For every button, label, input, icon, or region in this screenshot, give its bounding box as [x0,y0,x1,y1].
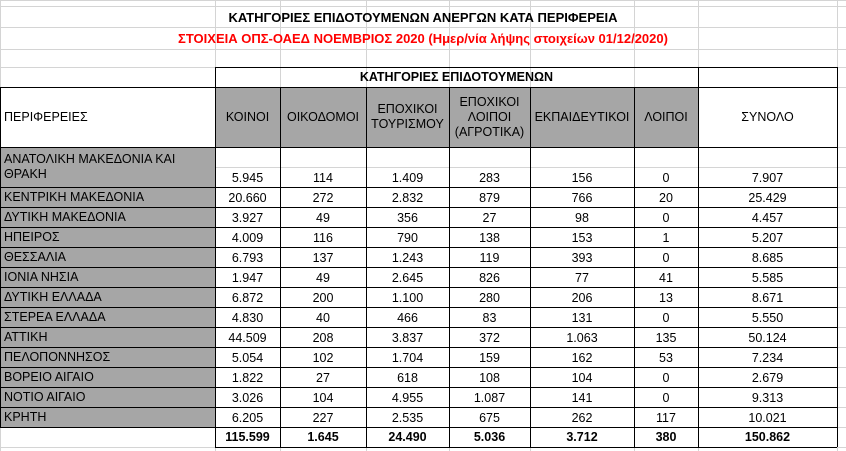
cell-text: 0 [662,211,670,225]
table-cell [530,187,634,207]
cell-text: 104 [571,371,593,385]
table-cell [215,387,280,407]
table-cell [366,227,449,247]
cell-text: 50.124 [748,331,787,345]
cell-text: 200 [312,291,334,305]
cell-text: ΕΚΠΑΙΔΕΥΤΙΚΟΙ [534,109,630,124]
table-cell [280,407,366,427]
table-cell [634,307,698,327]
cell-text: 2.645 [391,271,424,285]
table-border [0,187,837,188]
column-header [280,87,366,147]
cell-text: 227 [312,411,334,425]
table-row-region [0,307,215,327]
cell-text: 104 [312,391,334,405]
cell-text: 162 [571,351,593,365]
table-border [530,87,531,447]
table-cell [634,227,698,247]
table-cell [530,267,634,287]
table-cell [530,147,634,187]
cell-text: ΙΟΝΙΑ ΝΗΣΙΑ [4,269,79,284]
table-cell-total [698,327,837,347]
cell-text: 283 [479,171,500,185]
cell-text: 393 [571,251,593,265]
table-cell [366,307,449,327]
table-cell [215,407,280,427]
cell-text: 2.832 [391,191,424,205]
table-cell [280,147,366,187]
table-cell [449,227,530,247]
totals-cell [449,427,530,447]
cell-text: 206 [571,291,593,305]
table-cell [634,247,698,267]
table-cell-total [698,307,837,327]
cell-text: ΤΟΥΡΙΣΜΟΥ [371,117,444,131]
table-border [0,327,837,328]
cell-text: 0 [662,171,670,185]
table-row-region [0,147,215,187]
table-cell [366,387,449,407]
table-cell [530,327,634,347]
table-cell [215,147,280,187]
cell-text: ΟΙΚΟΔΟΜΟΙ [286,109,360,124]
cell-text: 116 [313,231,333,245]
totals-cell [530,427,634,447]
table-row-region [0,407,215,427]
gridline [0,0,846,1]
table-row-region [0,227,215,247]
cell-text: 1.645 [307,430,339,444]
cell-text: 675 [479,411,500,425]
cell-text: 119 [479,251,500,265]
table-border [215,67,216,447]
table-cell [366,367,449,387]
gridline [0,27,846,28]
cell-text: 380 [655,430,677,444]
gridline [0,6,846,7]
cell-text: 618 [397,371,418,385]
cell-text: 159 [479,351,500,365]
table-border [634,87,635,447]
table-cell [634,187,698,207]
table-cell [366,347,449,367]
cell-text: ΚΕΝΤΡΙΚΗ ΜΑΚΕΔΟΝΙΑ [4,189,145,204]
table-border [280,87,281,447]
table-cell-total [698,347,837,367]
region-column-header [0,87,215,147]
cell-text: 44.509 [228,331,267,345]
table-cell-total [698,227,837,247]
table-cell [280,247,366,267]
cell-text: 272 [312,191,334,205]
table-border [0,227,837,228]
table-cell [634,327,698,347]
table-cell [449,407,530,427]
cell-text: ΣΤΕΡΕΑ ΕΛΛΑΔΑ [4,309,106,324]
table-cell [215,227,280,247]
table-cell [215,327,280,347]
table-border [0,147,837,148]
table-cell-total [698,147,837,187]
table-cell [634,387,698,407]
cell-text: 466 [397,311,418,325]
table-cell [366,187,449,207]
table-border [0,307,837,308]
cell-text: 137 [312,251,334,265]
table-row-region [0,247,215,267]
cell-text: 372 [479,331,500,345]
cell-text: 5.054 [231,351,264,365]
table-cell [215,347,280,367]
cell-text: ΗΠΕΙΡΟΣ [4,229,60,244]
cell-text: (ΑΓΡΟΤΙΚΑ) [454,124,525,139]
cell-text: ΑΝΑΤΟΛΙΚΗ ΜΑΚΕΔΟΝΙΑ ΚΑΙ [4,152,176,166]
table-cell [280,187,366,207]
cell-text: ΘΕΣΣΑΛΙΑ [4,249,67,264]
cell-text: 8.671 [751,291,784,305]
column-header [366,87,449,147]
cell-text: 0 [662,391,670,405]
table-cell-total [698,407,837,427]
cell-text: 6.793 [231,251,264,265]
cell-text: 135 [655,331,677,345]
table-border [0,287,837,288]
cell-text: 41 [659,271,673,285]
cell-text: ΚΟΙΝΟΙ [225,109,270,124]
totals-cell [280,427,366,447]
cell-text: 40 [316,311,330,325]
table-row-region [0,367,215,387]
cell-text: 27 [316,371,330,385]
table-border [0,207,837,208]
cell-text: 208 [312,331,334,345]
table-cell-total [698,367,837,387]
column-header [449,87,530,147]
cell-text: 114 [313,171,333,185]
cell-text: 2.535 [391,411,424,425]
cell-text: ΛΟΙΠΟΙ [467,109,512,124]
cell-text: 1.822 [231,371,264,385]
cell-text: 9.313 [751,391,784,405]
table-cell [215,207,280,227]
table-cell [530,307,634,327]
table-cell [634,407,698,427]
group-header [215,67,698,87]
cell-text: 6.872 [231,291,264,305]
table-cell [530,227,634,247]
cell-text: 77 [575,271,589,285]
table-cell [449,347,530,367]
cell-text: 49 [316,271,330,285]
table-cell [449,307,530,327]
table-cell [280,267,366,287]
table-cell [215,367,280,387]
cell-text: 262 [571,411,593,425]
cell-text: 49 [316,211,330,225]
table-cell [449,327,530,347]
table-cell [449,287,530,307]
table-row-region [0,287,215,307]
cell-text: 115.599 [225,430,270,444]
column-header [530,87,634,147]
cell-text: 5.550 [751,311,784,325]
table-border [0,347,837,348]
cell-text: 25.429 [748,191,787,205]
cell-text: ΠΕΡΙΦΕΡΕΙΕΣ [4,110,88,124]
cell-text: 879 [479,191,500,205]
cell-text: 766 [571,191,593,205]
table-cell [215,307,280,327]
column-header [634,87,698,147]
cell-text: 1.063 [566,331,598,345]
cell-text: 150.862 [744,430,791,444]
cell-text: ΝΟΤΙΟ ΑΙΓΑΙΟ [4,389,86,404]
cell-text: ΕΠΟΧΙΚΟΙ [377,102,438,116]
cell-text: 102 [312,351,334,365]
table-cell [280,207,366,227]
cell-text: 13 [659,291,673,305]
cell-text: 0 [662,311,670,325]
table-cell-total [698,267,837,287]
table-cell [366,207,449,227]
cell-text: 1.100 [391,291,424,305]
table-cell [280,307,366,327]
cell-text: ΚΡΗΤΗ [4,409,47,424]
cell-text: ΛΟΙΠΟΙ [644,109,688,124]
table-cell [366,327,449,347]
table-cell [280,227,366,247]
table-cell-total [698,247,837,267]
cell-text: 7.907 [751,171,784,185]
gridline [0,49,846,50]
table-row-region [0,327,215,347]
table-row-region [0,187,215,207]
table-row-region [0,207,215,227]
cell-text: 131 [571,311,593,325]
table-cell-total [698,207,837,227]
cell-text: 8.685 [751,251,784,265]
cell-text: 1.704 [391,351,424,365]
page-subtitle: ΣΤΟΙΧΕΙΑ ΟΠΣ-ΟΑΕΔ ΝΟΕΜΒΡΙΟΣ 2020 (Ημερ/νία λήψης στοιχείων 01/12/2020) [178,31,668,46]
cell-text: ΘΡΑΚΗ [4,167,47,181]
cell-text: 153 [571,231,593,245]
table-border [0,87,1,427]
cell-text: 98 [575,211,589,225]
cell-text: 3.837 [391,331,424,345]
cell-text: 1.947 [231,271,264,285]
cell-text: 117 [656,411,676,425]
cell-text: ΔΥΤΙΚΗ ΕΛΛΑΔΑ [4,289,102,304]
cell-text: 1.087 [473,391,506,405]
cell-text: 6.205 [231,411,264,425]
cell-text: 141 [571,391,593,405]
table-cell [530,207,634,227]
table-cell [634,207,698,227]
total-column-header [698,87,837,147]
table-cell [366,247,449,267]
table-cell [215,267,280,287]
cell-text: 356 [397,211,418,225]
cell-text: 4.955 [391,391,424,405]
cell-text: 790 [397,231,418,245]
table-border [837,67,838,447]
cell-text: 1 [662,231,670,245]
cell-text: 10.021 [748,411,787,425]
table-cell-total [698,387,837,407]
table-row-region [0,387,215,407]
totals-cell [634,427,698,447]
cell-text: 2.679 [751,371,784,385]
table-border [449,87,450,447]
totals-cell [366,427,449,447]
cell-text: 5.585 [751,271,784,285]
cell-text: 826 [479,271,500,285]
cell-text: 138 [479,231,500,245]
table-cell [530,247,634,267]
table-cell [280,367,366,387]
table-border [366,87,367,447]
table-cell [449,247,530,267]
table-border [0,367,837,368]
cell-text: 4.830 [231,311,264,325]
table-cell [634,367,698,387]
table-cell [280,287,366,307]
cell-text: ΠΕΛΟΠΟΝΝΗΣΟΣ [4,349,111,364]
table-cell [280,387,366,407]
table-cell [634,267,698,287]
table-cell [215,187,280,207]
table-cell [530,407,634,427]
table-cell-total [698,187,837,207]
cell-text: 1.243 [391,251,424,265]
table-border [0,387,837,388]
table-border [0,407,837,408]
table-cell [449,147,530,187]
cell-text: 1.409 [391,171,424,185]
cell-text: 5.036 [473,430,506,444]
table-cell [530,367,634,387]
table-cell [530,287,634,307]
table-cell [280,327,366,347]
table-border [698,67,699,447]
cell-text: ΣΥΝΟΛΟ [741,110,794,124]
table-cell-total [698,287,837,307]
table-border [0,427,837,428]
table-cell [634,347,698,367]
table-row-region [0,267,215,287]
table-cell [634,287,698,307]
cell-text: 53 [659,351,673,365]
cell-text: 4.009 [231,231,264,245]
cell-text: 20 [659,191,673,205]
table-cell [449,367,530,387]
table-cell [530,387,634,407]
grand-total-cell [698,427,837,447]
cell-text: 83 [482,311,497,325]
table-cell [449,267,530,287]
table-cell [634,147,698,187]
table-cell [215,247,280,267]
table-cell [449,187,530,207]
cell-text: 3.026 [231,391,264,405]
table-cell [215,287,280,307]
table-cell [366,267,449,287]
cell-text: ΕΠΟΧΙΚΟΙ [459,94,520,109]
table-cell [366,287,449,307]
cell-text: 27 [482,211,497,225]
table-border [0,247,837,248]
cell-text: 7.234 [751,351,784,365]
cell-text: ΒΟΡΕΙΟ ΑΙΓΑΙΟ [4,369,94,384]
table-cell [449,207,530,227]
cell-text: 280 [479,291,500,305]
column-header [215,87,280,147]
cell-text: 156 [571,171,593,185]
table-cell [366,407,449,427]
table-border [215,447,837,448]
table-border [0,87,837,88]
table-row-region [0,347,215,367]
totals-cell [215,427,280,447]
cell-text: 4.457 [751,211,784,225]
cell-text: ΚΑΤΗΓΟΡΙΕΣ ΕΠΙΔΟΤΟΥΜΕΝΩΝ [359,70,554,84]
cell-text: 3.712 [566,430,598,444]
table-border [0,267,837,268]
table-cell [449,387,530,407]
cell-text: 20.660 [228,191,267,205]
table-cell [530,347,634,367]
cell-text: ΔΥΤΙΚΗ ΜΑΚΕΔΟΝΙΑ [4,209,126,224]
table-cell [366,147,449,187]
cell-text: 24.490 [388,430,427,444]
cell-text: 5.207 [751,231,784,245]
page-title: ΚΑΤΗΓΟΡΙΕΣ ΕΠΙΔΟΤΟΥΜΕΝΩΝ ΑΝΕΡΓΩΝ ΚΑΤΑ ΠΕΡΙΦΕΡΕΙΑ [228,10,618,25]
cell-text: 3.927 [231,211,264,225]
cell-text: 0 [662,371,670,385]
table-border [215,67,837,68]
cell-text: 5.945 [231,171,264,185]
cell-text: 108 [479,371,500,385]
cell-text: ΑΤΤΙΚΗ [4,329,48,344]
table-cell [280,347,366,367]
cell-text: 0 [662,251,670,265]
